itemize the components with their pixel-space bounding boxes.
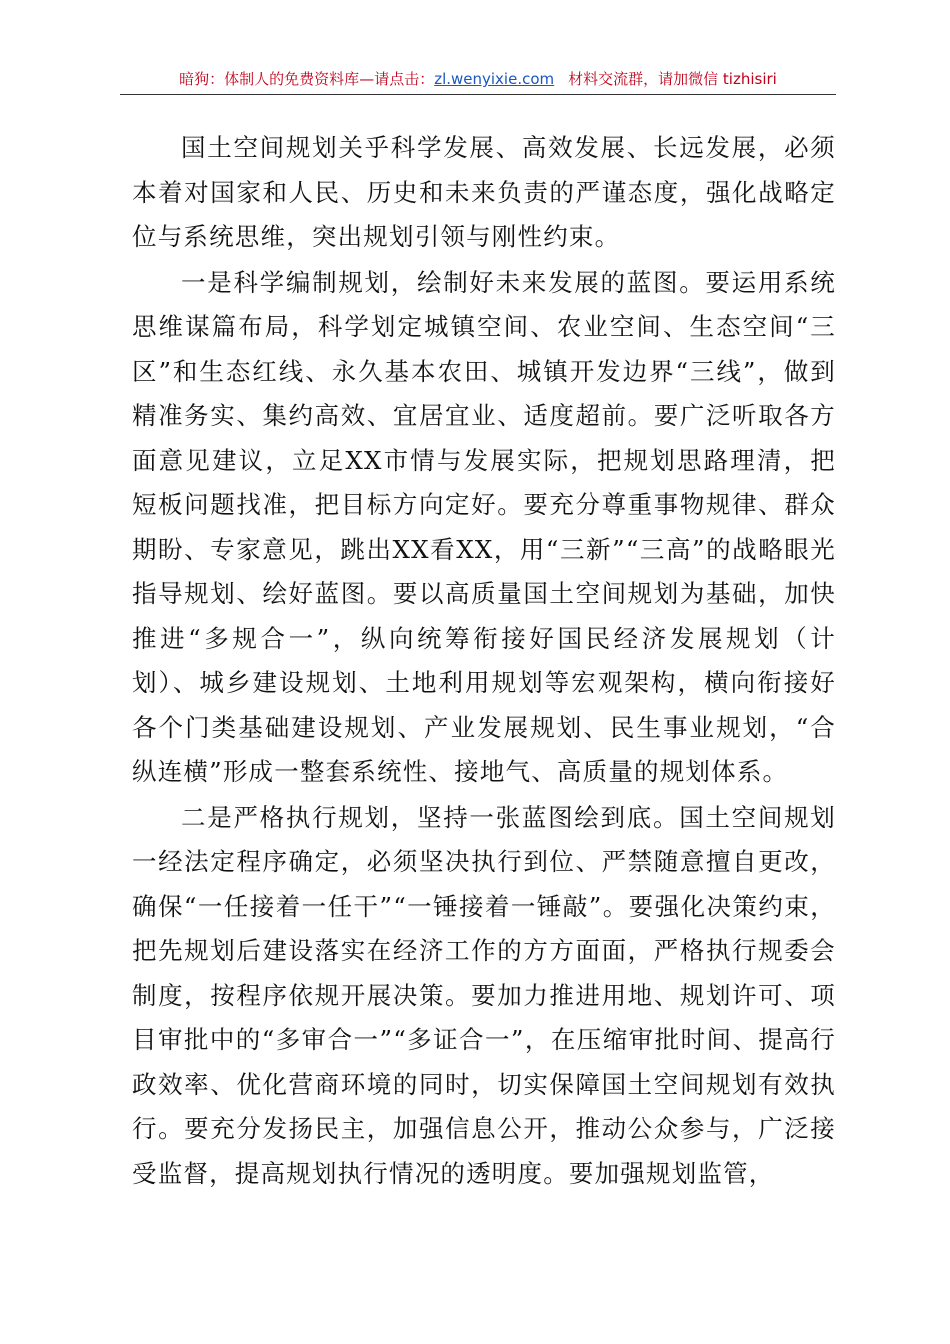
paragraph-intro: 国土空间规划关乎科学发展、高效发展、长远发展，必须本着对国家和人民、历史和未来负责的严谨态度，强化战略定位与系统思维，突出规划引领与刚性约束。 (132, 133, 836, 251)
paragraph-point-two: 二是严格执行规划，坚持一张蓝图绘到底。国土空间规划一经法定程序确定，必须坚决执行到位、严禁随意擅自更改，确保“一任接着一任干”“一锤接着一锤敲”。要强化决策约束，把先规划后建设落实在经济工作的方方面面，严格执行规委会制度，按程序依规开展决策。要加力推进用地、规划许可、项目审批中的“多审合一”“多证合一”，在压缩审批时间、提高行政效率、优化营商环境的同时，切实保障国土空间规划有效执行。要充分发扬民主，加强信息公开，推动公众参与，广泛接受监督，提高规划执行情况的透明度。要加强规划监管， (132, 802, 836, 1188)
header-prompt: —请点击： (359, 70, 435, 88)
paragraph-point-one: 一是科学编制规划，绘制好未来发展的蓝图。要运用系统思维谋篇布局，科学划定城镇空间、农业空间、生态空间“三区”和生态红线、永久基本农田、城镇开发边界“三线”，做到精准务实、集约高效、宜居宜业、适度超前。要广泛听取各方面意见建议，立足XX市情与发展实际，把规划思路理清，把短板问题找准，把目标方向定好。要充分尊重事物规律、群众期盼、专家意见，跳出XX看XX，用“三新”“三高”的战略眼光指导规划、绘好蓝图。要以高质量国土空间规划为基础，加快推进“多规合一”，纵向统筹衔接好国民经济发展规划（计划）、城乡建设规划、土地利用规划等宏观架构，横向衔接好各个门类基础建设规划、产业发展规划、民生事业规划，“合纵连横”形成一整套系统性、接地气、高质量的规划体系。 (132, 267, 836, 786)
header-brand: 暗狗：体制人的免费资料库 (179, 70, 360, 88)
header-contact: 材料交流群，请加微信 tizhisiri (568, 70, 777, 88)
page-header (120, 66, 836, 95)
document-body (132, 126, 836, 1196)
header-link[interactable]: zl.wenyixie.com (434, 70, 555, 88)
